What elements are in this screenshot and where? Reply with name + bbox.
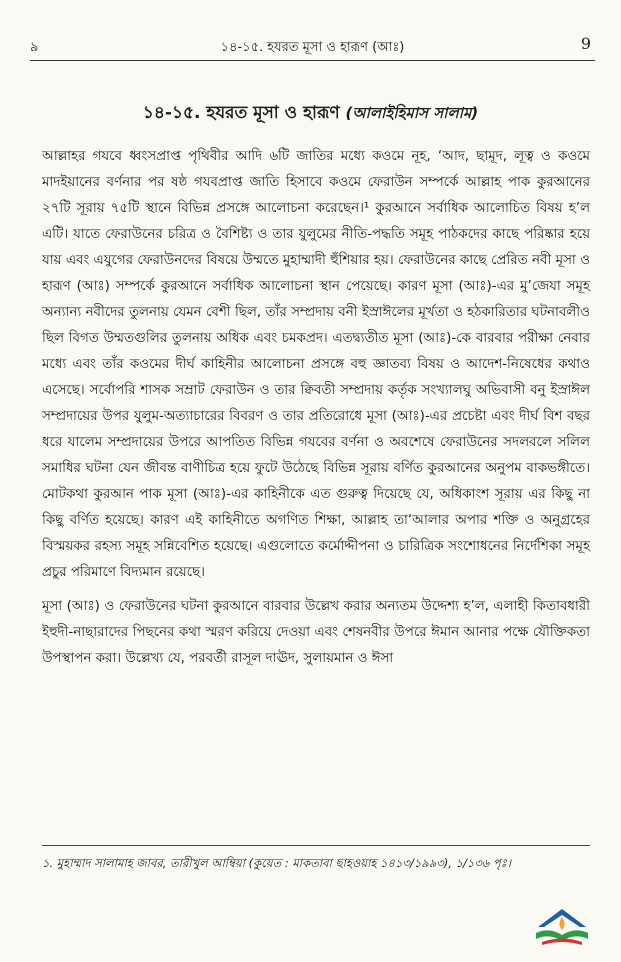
running-header [30,34,595,61]
chapter-title-main: ১৪-১৫. হযরত মূসা ও হারূণ [142,103,340,123]
footnote-divider [42,845,590,846]
paragraph-1: আল্লাহর গযবে ধ্বংসপ্রাপ্ত পৃথিবীর আদি ৬টি জাতির মধ্যে কওমে নূহ, ‘আদ, ছামূদ, লূত্ব ও কওমে মাদইয়ানের বর্ণনার পর ষষ্ঠ গযবপ্রাপ্ত জাতি হিসাবে কওমে ফেরাউন সম্পর্কে আল্লাহ পাক কুরআনের ২৭টি সূরায় ৭৫টি স্থানে বিভিন্ন প্রসঙ্গে আলোচনা করেছেন।¹ কুরআনে সর্বাধিক আলোচিত বিষয় হ’ল এটি। যাতে ফেরাউনের চরিত্র ও বৈশিষ্ট্য ও তার যুলুমের নীতি-পদ্ধতি সমূহ পাঠকদের কাছে পরিষ্কার হয়ে যায় এবং এযুগের ফেরাউনদের বিষয়ে উম্মতে মুহাম্মাদী হুঁশিয়ার হয়। ফেরাউনের কাছে প্রেরিত নবী মূসা ও হারূণ (আঃ) সম্পর্কে কুরআনে সর্বাধিক আলোচনা স্থান পেয়েছে। কারণ মূসা (আঃ)-এর মু’জেযা সমূহ অন্যান্য নবীদের তুলনায় যেমন বেশী ছিল, তাঁর সম্প্রদায় বনী ইস্রাঈলের মূর্খতা ও হঠকারিতার ঘটনাবলীও ছিল বিগত উম্মতগুলির তুলনায় অধিক এবং চমকপ্রদ। এতদ্ব্যতীত মূসা (আঃ)-কে বারবার পরীক্ষা নেবার মধ্যে এবং তাঁর কওমের দীর্ঘ কাহিনীর আলোচনা প্রসঙ্গে বহু জ্ঞাতব্য বিষয় ও আদেশ-নিষেধের কথাও এসেছে। সর্বোপরি শাসক সম্রাট ফেরাউন ও তার ক্বিবতী সম্প্রদায় কর্তৃক সংখ্যালঘু অভিবাসী বনু ইস্রাঈল সম্প্রদায়ের উপর যুলুম-অত্যাচারের বিবরণ ও তার প্রতিরোধে মূসা (আঃ)-এর প্রচেষ্টা এবং দীর্ঘ বিশ বছর ধরে যালেম সম্প্রদায়ের উপরে আপতিত বিভিন্ন গযবের বর্ণনা ও অবশেষে ফেরাউনের সদলবলে সলিল সমাধির ঘটনা যেন জীবন্ত বাণীচিত্র হয়ে ফুটে উঠেছে বিভিন্ন সূরায় বর্ণিত কুরআনের অনুপম বাকভঙ্গীতে। মোটকথা কুরআন পাক মূসা (আঃ)-এর কাহিনীকে এত গুরুত্ব দিয়েছে যে, অধিকাংশ সূরায় এর কিছু না কিছু বর্ণিত হয়েছে। কারণ এই কাহিনীতে অগণিত শিক্ষা, আল্লাহ তা‘আলার অপার শক্তি ও অনুগ্রহের বিস্ময়কর রহস্য সমূহ সন্নিবেশিত হয়েছে। এগুলোতে কর্মোদ্দীপনা ও চারিত্রিক সংশোধনের নির্দেশিকা সমূহ প্রচুর পরিমাণে বিদ্যমান রয়েছে। [42,149,590,580]
footnote: ১. মুহাম্মাদ সালামাহ জাবর, তারীখুল আম্বিয়া (কুয়েত : মাকতাবা ছাহওয়াহ ১৪১৩/১৯৯৩), ১/১৩৬ পৃঃ। [42,856,511,870]
body-text [42,144,590,672]
right-page-number: 9 [580,34,591,53]
publisher-logo-icon [532,905,592,949]
chapter-title [0,100,621,128]
logo-flame-orange [560,917,565,930]
running-title: ১৪-১৫. হযরত মূসা ও হারূণ (আঃ) [220,40,405,55]
left-page-number: ৯ [30,40,39,55]
paragraph-2: মূসা (আঃ) ও ফেরাউনের ঘটনা কুরআনে বারবার উল্লেখ করার অন্যতম উদ্দেশ্য হ’ল, এলাহী কিতাবধারী ইহুদী-নাছারাদের পিছনের কথা স্মরণ করিয়ে দেওয়া এবং শেষনবীর উপরে ঈমান আনার পক্ষে যৌক্তিকতা উপস্থাপন করা। উল্লেখ্য যে, পরবর্তী রাসূল দাঊদ, সুলায়মান ও ঈসা [42,599,590,666]
chapter-title-subtitle: (আলাইহিমাস সালাম) [345,104,479,122]
logo-base-red [542,939,582,946]
